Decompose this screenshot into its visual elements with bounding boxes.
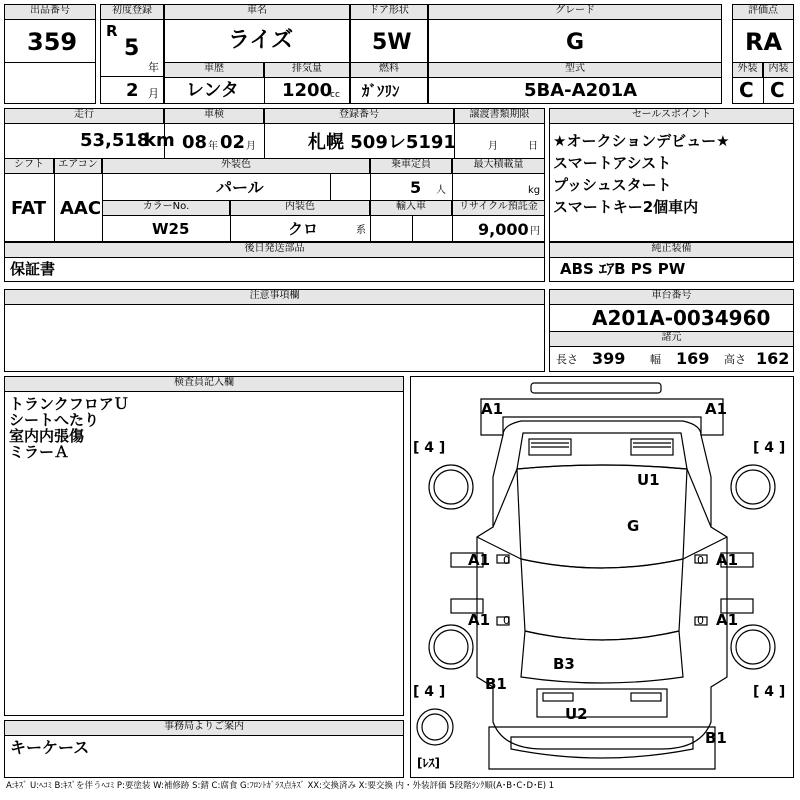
sales-points-label: セールスポイント (549, 108, 794, 124)
details-box (4, 108, 545, 242)
tire-depth: [ 4 ] (753, 440, 786, 456)
transfer-month-unit: 月 (488, 141, 498, 152)
capacity-label: 乗車定員 (370, 158, 452, 174)
score-label: 評価点 (732, 4, 794, 20)
zero-mark: 0 (503, 554, 510, 567)
model-name: ライズ (228, 28, 294, 53)
sales-point-item: ★オークションデビュー★ (553, 132, 730, 150)
height-value: 162 (756, 349, 790, 368)
zero-mark: 0 (503, 614, 510, 627)
fuel-value: ｶﾞｿﾘﾝ (362, 82, 400, 100)
chassis-number: A201A-0034960 (592, 306, 771, 330)
office-label: 事務局よりご案内 (4, 720, 404, 736)
office-value: キーケース (10, 738, 90, 757)
inspector-item: ミラーＡ (9, 443, 70, 461)
int-color-value: クロ (288, 220, 319, 238)
ac-value: AAC (60, 198, 102, 219)
cc-unit: cc (330, 90, 340, 100)
later-parts-label: 後日発送部品 (4, 242, 545, 258)
year-unit: 年 (148, 61, 159, 74)
inspection-month: 02 (220, 132, 246, 153)
specs-label: 諸元 (549, 331, 794, 347)
damage-mark: B3 (553, 655, 575, 673)
exterior-label: 外装 (732, 62, 763, 78)
sales-point-item: スマートアシスト (553, 154, 672, 172)
zero-mark: 0 (697, 614, 704, 627)
shift-label: シフト (4, 158, 54, 174)
import-label: 輸入車 (370, 200, 452, 216)
damage-mark: B1 (485, 675, 507, 693)
recycle-unit: 円 (530, 226, 540, 237)
tire-depth: [ 4 ] (413, 440, 446, 456)
exterior-grade: C (739, 78, 754, 102)
reg-month: 2 (126, 80, 139, 101)
month-unit: 月 (148, 87, 159, 100)
reg-year: 5 (124, 36, 140, 61)
ac-label: エアコン (54, 158, 102, 174)
legend: A:ｷｽﾞ U:ﾍｺﾐ B:ｷｽﾞを伴うﾍｺﾐ P:要塗装 W:補修跡 S:錆 C:腐食 G:ﾌﾛﾝﾄｶﾞﾗｽ点ｷｽﾞ XX:交換済み X:要交換 内・外装評価 5段階ﾗﾝｸ順(A･B･C･D･E) 1 (6, 781, 555, 791)
first-reg-label: 初度登録 (100, 4, 164, 20)
inspection-month-unit: 月 (246, 141, 256, 152)
inspector-list (9, 396, 129, 460)
transfer-day-unit: 日 (528, 141, 538, 152)
inspection-year-unit: 年 (208, 141, 218, 152)
spare-tire-label: [ﾚｽ] (417, 756, 440, 770)
fuel-label: 燃料 (350, 62, 428, 78)
type-label: 型式 (428, 62, 722, 78)
damage-mark: U1 (637, 471, 660, 489)
damage-mark: A1 (705, 400, 728, 418)
length-label: 長さ (556, 353, 578, 366)
inspection-year: 08 (182, 132, 208, 153)
doors-value: 5W (372, 30, 412, 55)
height-label: 高さ (724, 353, 746, 366)
tire-depth: [ 4 ] (753, 684, 786, 700)
capacity-value: 5 (410, 178, 422, 197)
mileage-unit: km (144, 130, 175, 151)
interior-label: 内装 (763, 62, 794, 78)
damage-mark: A1 (716, 551, 739, 569)
car-diagram (410, 376, 794, 778)
transfer-label: 譲渡書類期限 (454, 108, 545, 124)
length-value: 399 (592, 349, 626, 368)
damage-mark: U2 (565, 705, 588, 723)
car-outline (411, 377, 793, 777)
score-value: RA (745, 28, 783, 56)
era: R (106, 22, 118, 40)
history-label: 車歴 (164, 62, 264, 78)
inspector-item: トランクフロアＵ (9, 395, 129, 413)
color-no-label: カラーNo. (102, 200, 230, 216)
width-label: 幅 (650, 353, 661, 366)
later-parts-value: 保証書 (10, 260, 56, 278)
model-code: 5BA-A201A (524, 80, 638, 101)
equipment-value: ABS ｴｱB PS PW (560, 260, 686, 278)
damage-mark: G (627, 517, 640, 535)
zero-mark: 0 (697, 554, 704, 567)
max-load-label: 最大積載量 (452, 158, 545, 174)
int-color-unit: 系 (356, 225, 366, 236)
grade-value: G (566, 30, 585, 55)
ext-color-label: 外装色 (102, 158, 370, 174)
interior-grade: C (770, 78, 785, 102)
sales-point-item: スマートキー2個車内 (553, 198, 699, 216)
damage-mark: A1 (716, 611, 739, 629)
tire-depth: [ 4 ] (413, 684, 446, 700)
ext-color-value: パール (216, 178, 264, 197)
grade-label: グレード (428, 4, 722, 20)
doors-label: ドア形状 (350, 4, 428, 20)
recycle-label: リサイクル預託金 (452, 200, 545, 216)
sales-points-list (553, 130, 730, 218)
recycle-value: 9,000 (478, 220, 529, 239)
inspector-item: 室内内張傷 (9, 427, 85, 445)
displacement-label: 排気量 (264, 62, 350, 78)
lot-label: 出品番号 (4, 4, 96, 20)
damage-mark: A1 (468, 611, 491, 629)
max-load-unit: kg (528, 185, 541, 196)
damage-mark: A1 (468, 551, 491, 569)
capacity-unit: 人 (436, 185, 446, 196)
chassis-label: 車台番号 (549, 289, 794, 305)
sales-point-item: プッシュスタート (553, 176, 672, 194)
inspector-item: シートへたり (9, 411, 100, 429)
model-label: 車名 (164, 4, 350, 20)
reg-no-label: 登録番号 (264, 108, 454, 124)
inspection-label: 車検 (164, 108, 264, 124)
damage-mark: A1 (481, 400, 504, 418)
width-value: 169 (676, 349, 710, 368)
mileage-label: 走行 (4, 108, 164, 124)
shift-value: FAT (11, 198, 47, 219)
equipment-label: 純正装備 (549, 242, 794, 258)
damage-mark: B1 (705, 729, 727, 747)
mileage-value: 53,518 (80, 130, 150, 151)
notes-label: 注意事項欄 (4, 289, 545, 305)
inspector-label: 検査員記入欄 (4, 376, 404, 392)
color-no-value: W25 (152, 220, 190, 238)
lot-number: 359 (27, 28, 78, 56)
reg-no-value: 札幌 509レ5191 (308, 132, 456, 153)
int-color-label: 内装色 (230, 200, 370, 216)
displacement-value: 1200 (282, 80, 333, 101)
history-value: レンタ (186, 80, 239, 101)
